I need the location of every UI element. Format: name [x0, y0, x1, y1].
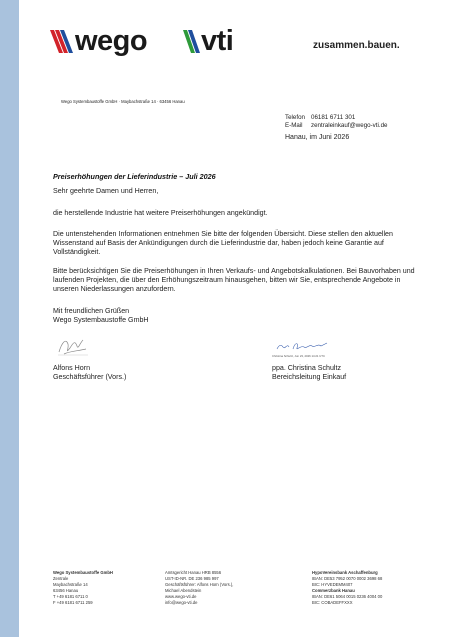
footer-bank-name: Commerzbank Hanau — [312, 588, 355, 593]
closing-greeting: Mit freundlichen Grüßen — [53, 307, 130, 315]
footer-email-link[interactable]: info@wego-vti.de — [165, 600, 198, 605]
wego-logo — [50, 24, 148, 57]
signer2-name: ppa. Christina Schultz — [272, 364, 342, 372]
signer2-title: Bereichsleitung Einkauf — [272, 373, 347, 381]
wego-wordmark: wego — [75, 24, 148, 57]
footer-line: IBAN: DE53 7952 0070 0002 3698 68 — [312, 576, 383, 581]
footer-line: UST-ID-NR. DE 236 985 997 — [165, 576, 219, 581]
paragraph-1: die herstellende Industrie hat weitere Preiserhöhungen angekündigt. — [53, 209, 268, 217]
footer-line: BIC: COBADEFFXXX — [312, 600, 353, 605]
footer-line: IBAN: DE61 5064 0015 0236 4004 00 — [312, 594, 383, 599]
footer-col-legal — [165, 570, 233, 606]
footer-col-company — [53, 570, 113, 606]
letter-subject: Preiserhöhungen der Lieferindustrie – Juli 2026 — [53, 172, 216, 181]
salutation: Sehr geehrte Damen und Herren, — [53, 187, 159, 195]
footer-line: Michael Abendstein — [165, 588, 202, 593]
contact-phone — [285, 114, 387, 122]
footer-line: Maybachstraße 14 — [53, 582, 88, 587]
letter-date: Hanau, im Juni 2026 — [285, 134, 350, 141]
vti-logo — [183, 24, 234, 57]
contact-phone-label: Telefon — [285, 114, 305, 121]
footer-col-bank — [312, 570, 382, 606]
footer-website-link[interactable]: www.wego-vti.de — [165, 594, 197, 599]
contact-phone-value: 06181 6711 301 — [311, 114, 356, 121]
wego-stripes-icon — [50, 28, 74, 54]
signature-schultz-image — [275, 339, 329, 353]
footer-phone: T +49 6181 6711 0 — [53, 594, 88, 599]
footer-line: Zentrale — [53, 576, 69, 581]
paragraph-2: Die untenstehenden Informationen entnehmen Sie bitte der folgenden Übersicht. Diese stellen den aktuellen Wissenstand auf Basis der Ankündigungen durch die Lieferindustrie dar, haben jedoch keine Garantie auf Vollständigkeit. — [53, 230, 393, 256]
paragraph-3: Bitte berücksichtigen Sie die Preiserhöhungen in Ihren Verkaufs- und Angebotskalkulationen. Bei Bauvorhaben und laufenden Projekten, die über den Erhöhungszeitraum hinausgehen, bitten wir Sie, entsprechende Angebote in unseren Niederlassungen anzufordern. — [53, 267, 415, 293]
footer-line: Amtsgericht Hanau HRB 8556 — [165, 570, 222, 575]
signature-horn-image — [56, 334, 90, 358]
footer-bank-name: HypoVereinsbank Aschaffenburg — [312, 570, 378, 575]
footer-line: 63456 Hanau — [53, 588, 79, 593]
vti-wordmark: vti — [201, 24, 234, 57]
footer-fax: F +49 6181 6711 259 — [53, 600, 93, 605]
signer1-title: Geschäftsführer (Vors.) — [53, 373, 127, 381]
contact-email-value[interactable]: zentraleinkauf@wego-vti.de — [311, 122, 388, 129]
sidebar-stripe — [0, 0, 19, 637]
contact-block — [285, 114, 387, 130]
sender-line: Wego Systembaustoffe GmbH · Maybachstraße 14 · 63456 Hanau — [61, 99, 185, 104]
signature-stamp: Christina Schultz, Jun 23, 2026 14:21 UTC — [272, 354, 326, 358]
contact-email — [285, 122, 387, 130]
contact-email-label: E-Mail — [285, 122, 303, 129]
vti-stripes-icon — [183, 28, 201, 54]
tagline: zusammen.bauen. — [313, 40, 400, 51]
footer-company-name: Wego Systembaustoffe GmbH — [53, 570, 113, 575]
closing-company: Wego Systembaustoffe GmbH — [53, 316, 149, 324]
footer-line: Geschäftsführer: Alfons Horn (Vors.), — [165, 582, 234, 587]
signer1-name: Alfons Horn — [53, 364, 91, 372]
footer-line: BIC: HYVEDEMM407 — [312, 582, 353, 587]
